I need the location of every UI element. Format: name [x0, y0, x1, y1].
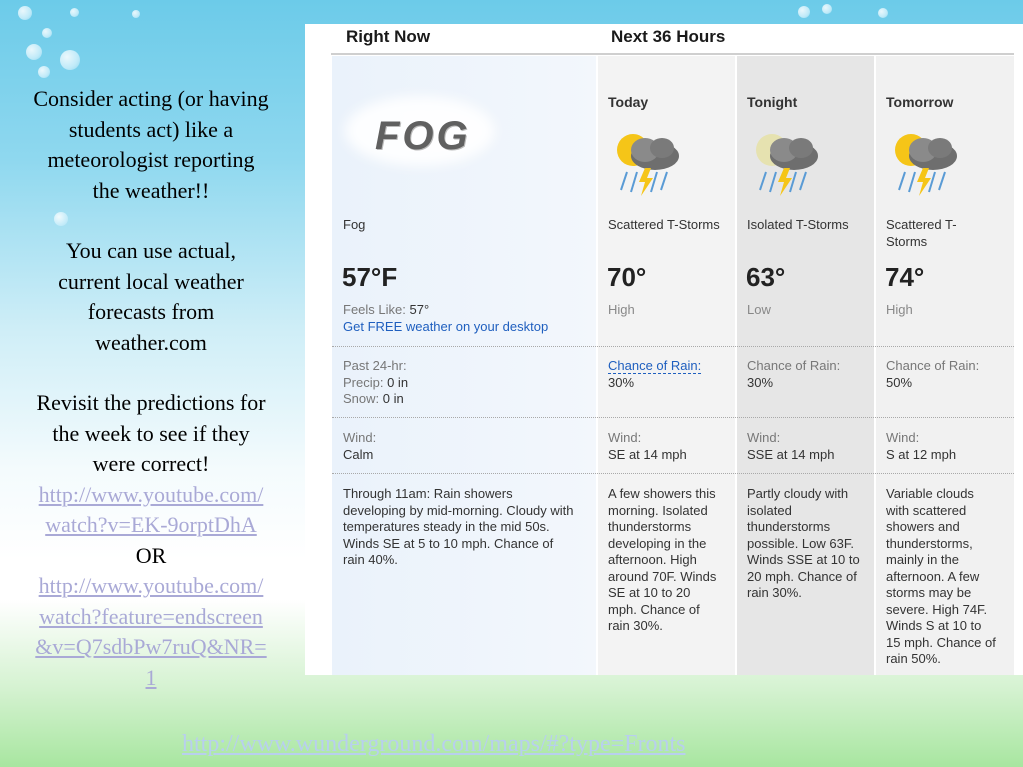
tomorrow-wind: Wind: S at 12 mph — [886, 430, 957, 462]
today-temperature: 70° — [607, 262, 647, 292]
tomorrow-details: Variable clouds with scattered showers and thunderstorms, mainly in the afternoon. A few storms may be severe. High 74F. Winds S at 10 to 15 mph. Chance of rain 50%. — [886, 486, 996, 666]
youtube-link-1[interactable]: http://www.youtube.com/ watch?v=EK-9orptDhA — [38, 481, 264, 537]
slide-text — [8, 84, 294, 693]
tonight-chance-of-rain: Chance of Rain: 30% — [747, 358, 841, 390]
now-wind: Wind: Calm — [343, 430, 377, 462]
chance-of-rain-link[interactable]: Chance of Rain: — [608, 358, 702, 373]
tonight-temp-type: Low — [747, 302, 771, 317]
tomorrow-chance-of-rain: Chance of Rain: 50% — [886, 358, 980, 390]
header-divider — [331, 53, 1014, 55]
today-details: A few showers this morning. Isolated thunderstorms developing in the afternoon. High around 70F. Winds SE at 10 to 20 mph. Chance of rain 30%. — [608, 486, 717, 633]
tonight-condition: Isolated T-Storms — [747, 217, 849, 232]
period-name-tonight: Tonight — [747, 94, 798, 110]
desktop-weather-link[interactable]: Get FREE weather on your desktop — [343, 319, 549, 334]
now-temperature: 57°F — [342, 262, 398, 292]
tomorrow-temp-type: High — [886, 302, 913, 317]
now-past-24hr: Past 24-hr: Precip: 0 in Snow: 0 in — [343, 358, 409, 406]
tomorrow-temperature: 74° — [885, 262, 925, 292]
row-divider — [332, 346, 1014, 347]
thunderstorm-moon-icon — [746, 120, 826, 200]
weather-forecast-panel — [305, 24, 1023, 675]
today-wind: Wind: SE at 14 mph — [608, 430, 687, 462]
thunderstorm-sun-icon — [607, 120, 687, 200]
today-chance-of-rain: Chance of Rain: 30% — [608, 358, 702, 390]
or-label: OR — [135, 542, 167, 568]
tonight-temperature: 63° — [746, 262, 786, 292]
now-details: Through 11am: Rain showers developing by mid-morning. Cloudy with temperatures steady in the mid 50s. Winds SE at 5 to 10 mph. Chance of rain 40%. — [343, 486, 574, 567]
period-name-tomorrow: Tomorrow — [886, 94, 954, 110]
feels-like: Feels Like: 57° — [343, 302, 430, 317]
now-condition: Fog — [343, 217, 366, 232]
wunderground-link[interactable]: http://www.wunderground.com/maps/#?type=Fronts — [182, 731, 686, 757]
weather-com-paragraph: You can use actual, current local weather forecasts from weather.com — [58, 238, 244, 355]
row-divider — [332, 417, 1014, 418]
today-temp-type: High — [608, 302, 635, 317]
tonight-details: Partly cloudy with isolated thunderstorms possible. Low 63F. Winds SSE at 10 to 20 mph. Chance of rain 30%. — [747, 486, 860, 600]
tonight-wind: Wind: SSE at 14 mph — [747, 430, 835, 462]
period-name-today: Today — [608, 94, 649, 110]
intro-paragraph: Consider acting (or having students act) like a meteorologist reporting the weather!! — [33, 86, 269, 203]
youtube-link-2[interactable]: http://www.youtube.com/ watch?feature=endscreen &v=Q7sdbPw7ruQ&NR= 1 — [35, 573, 267, 690]
header-next-36-hours: Next 36 Hours — [611, 27, 726, 46]
today-condition: Scattered T-Storms — [608, 217, 720, 232]
thunderstorm-sun-icon — [885, 120, 965, 200]
fog-icon: FOG — [345, 86, 505, 176]
tomorrow-condition: Scattered T- Storms — [886, 217, 957, 249]
row-divider — [332, 473, 1014, 474]
revisit-paragraph: Revisit the predictions for the week to see if they were correct! http://www.youtube.com/ watch?v=EK-9orptDhA OR http://www.youtube.com/ watch?feature=endscreen &v=Q7sdbPw7ruQ&NR= 1 — [35, 390, 267, 690]
header-right-now: Right Now — [346, 27, 431, 46]
